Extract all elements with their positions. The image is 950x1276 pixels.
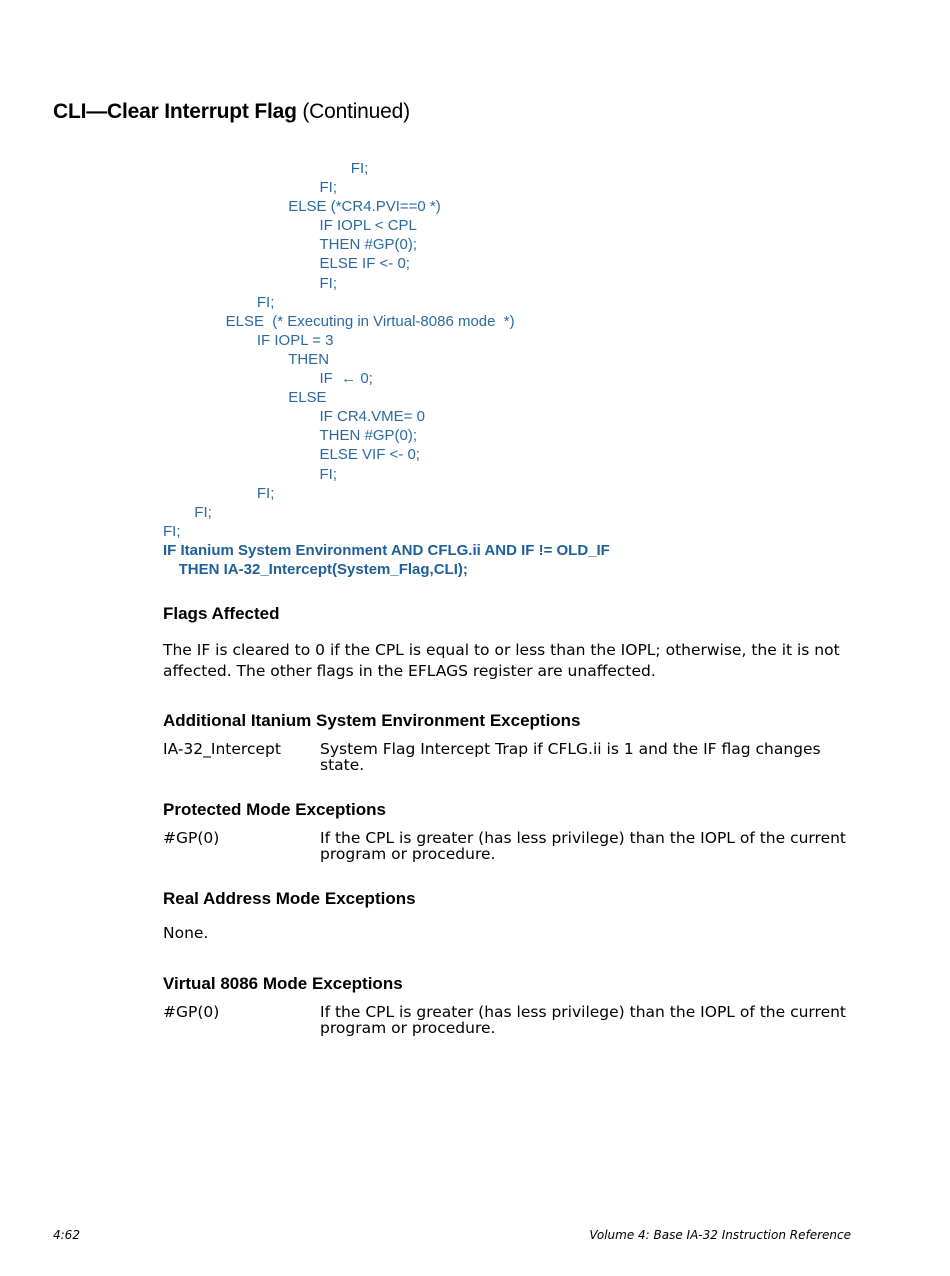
code-line: IF Itanium System Environment AND CFLG.ii AND IF != OLD_IF (163, 541, 610, 559)
code-line: IF IOPL = 3 (256, 331, 334, 349)
code-line: FI; (319, 179, 337, 197)
exception-description: If the CPL is greater (has less privilege) than the IOPL of the current program or procedure. (320, 1003, 847, 1037)
exception-code: IA-32_Intercept (163, 740, 281, 758)
footer-page-number: 4:62 (53, 1228, 80, 1242)
code-line: ELSE IF <- 0; (319, 255, 410, 273)
footer-volume-title: Volume 4: Base IA-32 Instruction Reference (589, 1228, 851, 1242)
exception-description: System Flag Intercept Trap if CFLG.ii is 1 and the IF flag changes state. (320, 740, 821, 774)
pseudocode-block (163, 159, 610, 579)
exception-description: If the CPL is greater (has less privilege) than the IOPL of the current program or procedure. (320, 829, 847, 863)
flags-affected-text: The IF is cleared to 0 if the CPL is equal to or less than the IOPL; otherwise, the it is not affected. The other flags in the EFLAGS register are unaffected. (163, 641, 840, 680)
code-line: ELSE VIF <- 0; (319, 446, 420, 464)
code-line: IF CR4.VME= 0 (319, 408, 425, 426)
code-line: THEN #GP(0); (319, 236, 418, 254)
virtual-8086-mode-heading: Virtual 8086 Mode Exceptions (163, 974, 403, 993)
code-line: FI; (350, 160, 369, 177)
code-line: THEN IA-32_Intercept(System_Flag,CLI); (178, 560, 468, 578)
code-line: FI; (319, 465, 337, 483)
code-line: FI; (319, 274, 337, 292)
protected-mode-heading: Protected Mode Exceptions (163, 800, 386, 819)
code-line: IF IOPL < CPL (319, 217, 417, 235)
code-line: ELSE (*CR4.PVI==0 *) (288, 198, 441, 216)
page-title (53, 98, 410, 126)
code-line: ELSE (* Executing in Virtual-8086 mode *) (225, 312, 515, 330)
real-address-mode-text: None. (163, 924, 209, 942)
page-title-continued: (Continued) (296, 100, 410, 123)
code-line: ELSE (288, 389, 327, 407)
code-line: IF ← 0; (319, 370, 373, 388)
code-line: FI; (256, 484, 275, 502)
code-line: THEN #GP(0); (319, 427, 418, 445)
code-line: FI; (163, 522, 181, 540)
code-line: FI; (256, 293, 275, 311)
page-title-bold: CLI—Clear Interrupt Flag (53, 100, 297, 123)
itanium-exceptions-heading: Additional Itanium System Environment Exceptions (163, 711, 581, 730)
code-line: THEN (288, 350, 330, 368)
flags-affected-heading: Flags Affected (163, 604, 280, 623)
code-line: FI; (194, 503, 212, 521)
exception-code: #GP(0) (163, 829, 220, 847)
exception-code: #GP(0) (163, 1003, 220, 1021)
real-address-mode-heading: Real Address Mode Exceptions (163, 889, 416, 908)
